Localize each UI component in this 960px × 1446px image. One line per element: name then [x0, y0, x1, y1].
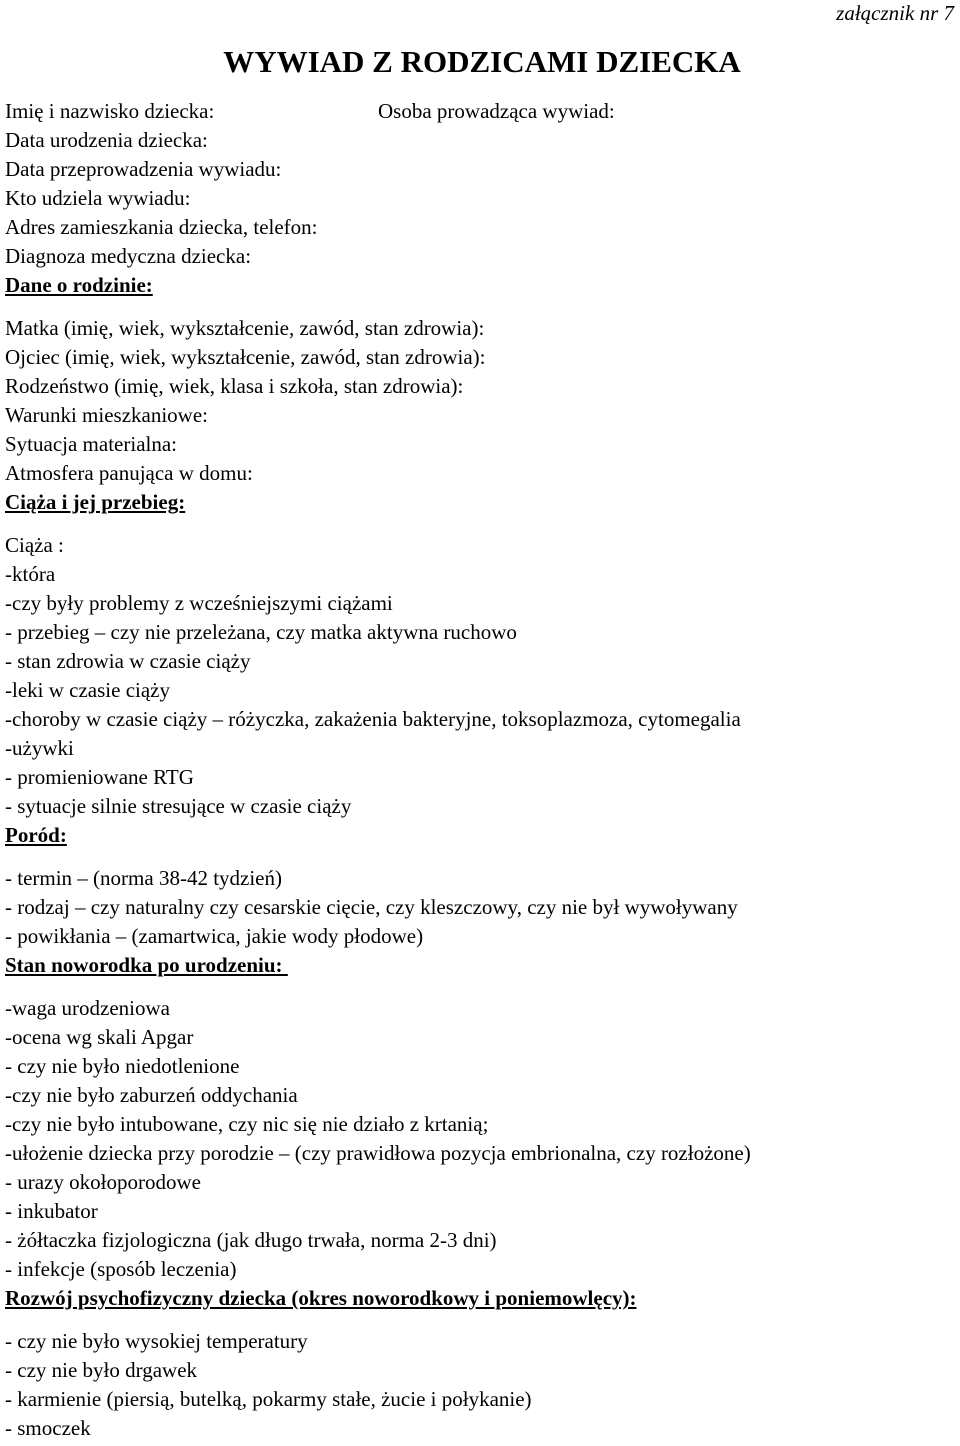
- birth-list: [5, 864, 960, 951]
- address-label: Adres zamieszkania dziecka, telefon:: [5, 215, 318, 239]
- diagnosis-label: Diagnoza medyczna dziecka:: [5, 244, 252, 268]
- pregnancy-item: -choroby w czasie ciąży – różyczka, zakażenia bakteryjne, toksoplazmoza, cytomegalia: [5, 707, 741, 731]
- birth-heading: Poród:: [5, 823, 67, 847]
- development-item: - smoczek: [5, 1416, 91, 1440]
- birth-item: - termin – (norma 38-42 tydzień): [5, 866, 282, 890]
- family-item: Sytuacja materialna:: [5, 432, 178, 456]
- newborn-item: - inkubator: [5, 1199, 98, 1223]
- newborn-list: [5, 994, 960, 1284]
- newborn-heading: Stan noworodka po urodzeniu:: [5, 953, 288, 977]
- development-item: - czy nie było drgawek: [5, 1358, 198, 1382]
- newborn-item: - urazy okołoporodowe: [5, 1170, 201, 1194]
- development-heading: Rozwój psychofizyczny dziecka (okres noworodkowy i poniemowlęcy):: [5, 1286, 637, 1310]
- newborn-item: - infekcje (sposób leczenia): [5, 1257, 237, 1281]
- child-name-row: [5, 97, 960, 126]
- interviewer-label: Osoba prowadząca wywiad:: [378, 99, 615, 123]
- pregnancy-item: - przebieg – czy nie przeleżana, czy matka aktywna ruchowo: [5, 620, 517, 644]
- pregnancy-item: -która: [5, 562, 56, 586]
- newborn-item: -czy nie było intubowane, czy nic się nie działo z krtanią;: [5, 1112, 489, 1136]
- family-heading: Dane o rodzinie:: [5, 273, 153, 297]
- pregnancy-item: -leki w czasie ciąży: [5, 678, 170, 702]
- pregnancy-item: - promieniowane RTG: [5, 765, 194, 789]
- document-title: WYWIAD Z RODZICAMI DZIECKA: [223, 44, 741, 79]
- pregnancy-list: [5, 531, 960, 821]
- family-item: Warunki mieszkaniowe:: [5, 403, 208, 427]
- newborn-item: -waga urodzeniowa: [5, 996, 171, 1020]
- pregnancy-item: - stan zdrowia w czasie ciąży: [5, 649, 251, 673]
- pregnancy-item: -używki: [5, 736, 74, 760]
- document-body: [5, 97, 960, 1443]
- family-item: Rodzeństwo (imię, wiek, klasa i szkoła, stan zdrowia):: [5, 374, 464, 398]
- birth-item: - powikłania – (zamartwica, jakie wody płodowe): [5, 924, 424, 948]
- newborn-item: - czy nie było niedotlenione: [5, 1054, 240, 1078]
- pregnancy-item: Ciąża :: [5, 533, 64, 557]
- newborn-item: -czy nie było zaburzeń oddychania: [5, 1083, 298, 1107]
- family-item: Ojciec (imię, wiek, wykształcenie, zawód, stan zdrowia):: [5, 345, 486, 369]
- birth-date-label: Data urodzenia dziecka:: [5, 128, 208, 152]
- pregnancy-heading: Ciąża i jej przebieg:: [5, 490, 186, 514]
- interview-date-label: Data przeprowadzenia wywiadu:: [5, 157, 282, 181]
- newborn-item: -ułożenie dziecka przy porodzie – (czy prawidłowa pozycja embrionalna, czy rozłożone): [5, 1141, 751, 1165]
- attachment-label: załącznik nr 7: [836, 1, 954, 25]
- pregnancy-item: -czy były problemy z wcześniejszymi ciążami: [5, 591, 393, 615]
- newborn-item: - żółtaczka fizjologiczna (jak długo trwała, norma 2-3 dni): [5, 1228, 497, 1252]
- pregnancy-item: - sytuacje silnie stresujące w czasie ciąży: [5, 794, 352, 818]
- family-item: Matka (imię, wiek, wykształcenie, zawód, stan zdrowia):: [5, 316, 485, 340]
- birth-item: - rodzaj – czy naturalny czy cesarskie cięcie, czy kleszczowy, czy nie był wywoływany: [5, 895, 738, 919]
- child-name-label: Imię i nazwisko dziecka:: [5, 99, 215, 123]
- development-list: [5, 1327, 960, 1443]
- informant-label: Kto udziela wywiadu:: [5, 186, 191, 210]
- family-list: [5, 314, 960, 488]
- development-item: - czy nie było wysokiej temperatury: [5, 1329, 308, 1353]
- newborn-item: -ocena wg skali Apgar: [5, 1025, 194, 1049]
- development-item: - karmienie (piersią, butelką, pokarmy stałe, żucie i połykanie): [5, 1387, 532, 1411]
- family-item: Atmosfera panująca w domu:: [5, 461, 253, 485]
